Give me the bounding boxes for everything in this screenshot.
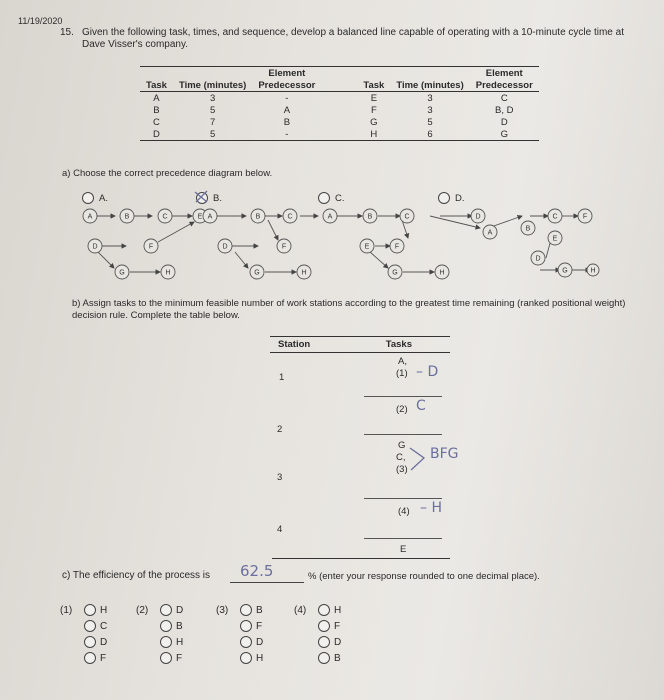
radio[interactable] — [84, 636, 96, 648]
group-label: (3) — [216, 604, 229, 616]
group-label: (2) — [136, 604, 149, 616]
col-pred-2: Predecessor — [470, 79, 539, 92]
cell: C — [153, 116, 160, 128]
node-label: G — [254, 269, 260, 277]
node-label: A — [87, 213, 93, 221]
brace-icon — [408, 446, 428, 472]
cell: 5 — [210, 104, 216, 116]
station-table — [270, 336, 450, 353]
group-label: (4) — [294, 604, 307, 616]
cell: B — [283, 116, 291, 128]
node-label: D — [475, 213, 481, 221]
date-stamp: 11/19/2020 — [18, 16, 63, 26]
option-label: D — [176, 604, 184, 616]
station-1: 1 — [279, 372, 285, 383]
part-a-prompt: a) Choose the correct precedence diagram below. — [62, 168, 273, 179]
node-label: H — [590, 267, 596, 275]
radio[interactable] — [160, 620, 172, 632]
node-label: H — [439, 269, 445, 277]
node-label: C — [287, 213, 293, 221]
option-label: F — [256, 620, 263, 632]
handwritten-s4: – H — [420, 500, 442, 516]
radio[interactable] — [318, 652, 330, 664]
cell: 3 — [427, 92, 433, 104]
radio[interactable] — [240, 604, 252, 616]
node-label: D — [92, 243, 98, 251]
node-label: B — [124, 213, 130, 221]
diagram-d — [430, 209, 599, 277]
s1-task-a: A, — [398, 356, 407, 367]
cell: - — [252, 128, 321, 141]
radio[interactable] — [318, 604, 330, 616]
s4-task-e: E — [400, 544, 407, 555]
option-label: F — [176, 652, 183, 664]
cell: B, D — [495, 104, 514, 116]
divider — [364, 396, 442, 397]
station-3: 3 — [277, 472, 283, 483]
part-c-after: % (enter your response rounded to one decimal place). — [308, 571, 540, 582]
cell: 7 — [210, 116, 216, 128]
radio[interactable] — [318, 620, 330, 632]
cell: D — [500, 116, 508, 128]
node-label: F — [582, 213, 588, 221]
s3-blank-3[interactable]: (3) — [396, 464, 408, 475]
s3-task-c: C, — [396, 452, 406, 463]
part-c-prompt — [62, 570, 210, 581]
group-label: (1) — [60, 604, 73, 616]
cell: 5 — [427, 116, 433, 128]
node-label: C — [162, 213, 168, 221]
s3-task-g: G — [398, 440, 406, 451]
radio[interactable] — [240, 636, 252, 648]
cell: H — [357, 128, 390, 141]
cell: F — [370, 104, 377, 116]
option-label: B — [334, 652, 341, 664]
answer-group-4 — [294, 602, 341, 666]
handwritten-s2: C — [416, 398, 426, 414]
option-label: F — [100, 652, 107, 664]
cell: 6 — [390, 128, 469, 141]
cell: - — [285, 92, 289, 104]
efficiency-answer[interactable]: 62.5 — [240, 562, 274, 580]
table-row — [140, 128, 539, 141]
s4-blank-4[interactable]: (4) — [398, 506, 410, 517]
cell: C — [500, 92, 508, 104]
cell: B — [153, 104, 160, 116]
cell: 3 — [210, 92, 216, 104]
handwritten-s3: BFG — [430, 446, 459, 462]
cell: A — [153, 92, 160, 104]
option-label: H — [334, 604, 342, 616]
radio[interactable] — [84, 620, 96, 632]
s2-blank-2[interactable]: (2) — [396, 404, 408, 415]
option-b-label: B. — [213, 192, 222, 204]
radio[interactable] — [84, 652, 96, 664]
col-time: Time (minutes) — [173, 79, 252, 92]
node-label: A — [327, 213, 333, 221]
node-label: D — [222, 243, 228, 251]
radio[interactable] — [84, 604, 96, 616]
col-task: Task — [140, 79, 173, 92]
node-label: E — [364, 243, 370, 251]
radio[interactable] — [240, 620, 252, 632]
option-label: B — [176, 620, 183, 632]
option-label: D — [334, 636, 342, 648]
node-label: H — [301, 269, 307, 277]
option-label: H — [100, 604, 108, 616]
divider — [364, 498, 442, 499]
node-label: B — [525, 225, 531, 233]
diagram-a — [83, 209, 207, 279]
radio[interactable] — [240, 652, 252, 664]
diagram-b — [203, 209, 311, 279]
option-d-label: D. — [455, 192, 465, 204]
node-label: H — [165, 269, 171, 277]
cell: 3 — [427, 104, 433, 116]
node-label: B — [367, 213, 373, 221]
answer-group-2 — [136, 602, 183, 666]
radio[interactable] — [160, 636, 172, 648]
cell: D — [140, 128, 173, 141]
node-label: D — [535, 255, 541, 263]
col-time-2: Time (minutes) — [390, 79, 469, 92]
node-label: G — [562, 267, 568, 275]
table-row — [140, 116, 539, 128]
diagram-c — [300, 209, 449, 279]
element-header-left: Element — [252, 67, 321, 80]
precedence-diagrams — [60, 198, 600, 288]
divider — [364, 434, 442, 435]
radio[interactable] — [318, 636, 330, 648]
cell: A — [283, 104, 291, 116]
option-label: H — [256, 652, 264, 664]
answer-group-1 — [60, 602, 107, 666]
efficiency-blank[interactable] — [230, 582, 304, 583]
option-a-label: A. — [99, 192, 108, 204]
node-label: A — [487, 229, 493, 237]
table-row — [140, 104, 539, 116]
option-label: B — [256, 604, 263, 616]
option-label: F — [334, 620, 341, 632]
option-label: D — [256, 636, 264, 648]
node-label: E — [552, 235, 558, 243]
part-b-prompt: b) Assign tasks to the minimum feasible number of work stations according to the greatest time remaining (ranked positional weight) decision rule. Complete the table below. — [72, 298, 626, 321]
question-text: Given the following task, times, and sequence, develop a balanced line capable of operating with a 10-minute cycle time at Dave Visser's company. — [82, 27, 624, 50]
element-header-right: Element — [470, 67, 539, 80]
node-label: G — [392, 269, 398, 277]
table-bottom-rule — [272, 558, 450, 559]
s1-blank-1[interactable]: (1) — [396, 368, 408, 379]
option-c-label: C. — [335, 192, 345, 204]
node-label: E — [197, 213, 203, 221]
node-label: C — [404, 213, 410, 221]
tasks-header: Tasks — [385, 339, 412, 350]
node-label: F — [394, 243, 400, 251]
handwritten-s1: – D — [416, 364, 439, 380]
cell: E — [370, 92, 378, 104]
node-label: C — [552, 213, 558, 221]
cell: G — [370, 116, 378, 128]
station-2: 2 — [277, 424, 283, 435]
option-label: H — [176, 636, 184, 648]
part-c-before: c) The efficiency of the process is — [62, 570, 211, 581]
node-label: B — [255, 213, 261, 221]
table-row — [140, 92, 539, 105]
option-label: D — [100, 636, 108, 648]
answer-group-3 — [216, 602, 263, 666]
col-task-2: Task — [357, 79, 390, 92]
node-label: G — [119, 269, 125, 277]
radio[interactable] — [160, 652, 172, 664]
station-header: Station — [278, 339, 311, 350]
option-label: C — [100, 620, 108, 632]
cell: 5 — [173, 128, 252, 141]
station-4: 4 — [277, 524, 283, 535]
task-spec-table — [140, 66, 539, 141]
node-label: A — [207, 213, 213, 221]
node-label: F — [281, 243, 287, 251]
radio[interactable] — [160, 604, 172, 616]
col-pred: Predecessor — [252, 79, 321, 92]
question-number: 15. — [60, 27, 74, 38]
cell: G — [470, 128, 539, 141]
node-label: F — [148, 243, 154, 251]
divider — [364, 538, 442, 539]
